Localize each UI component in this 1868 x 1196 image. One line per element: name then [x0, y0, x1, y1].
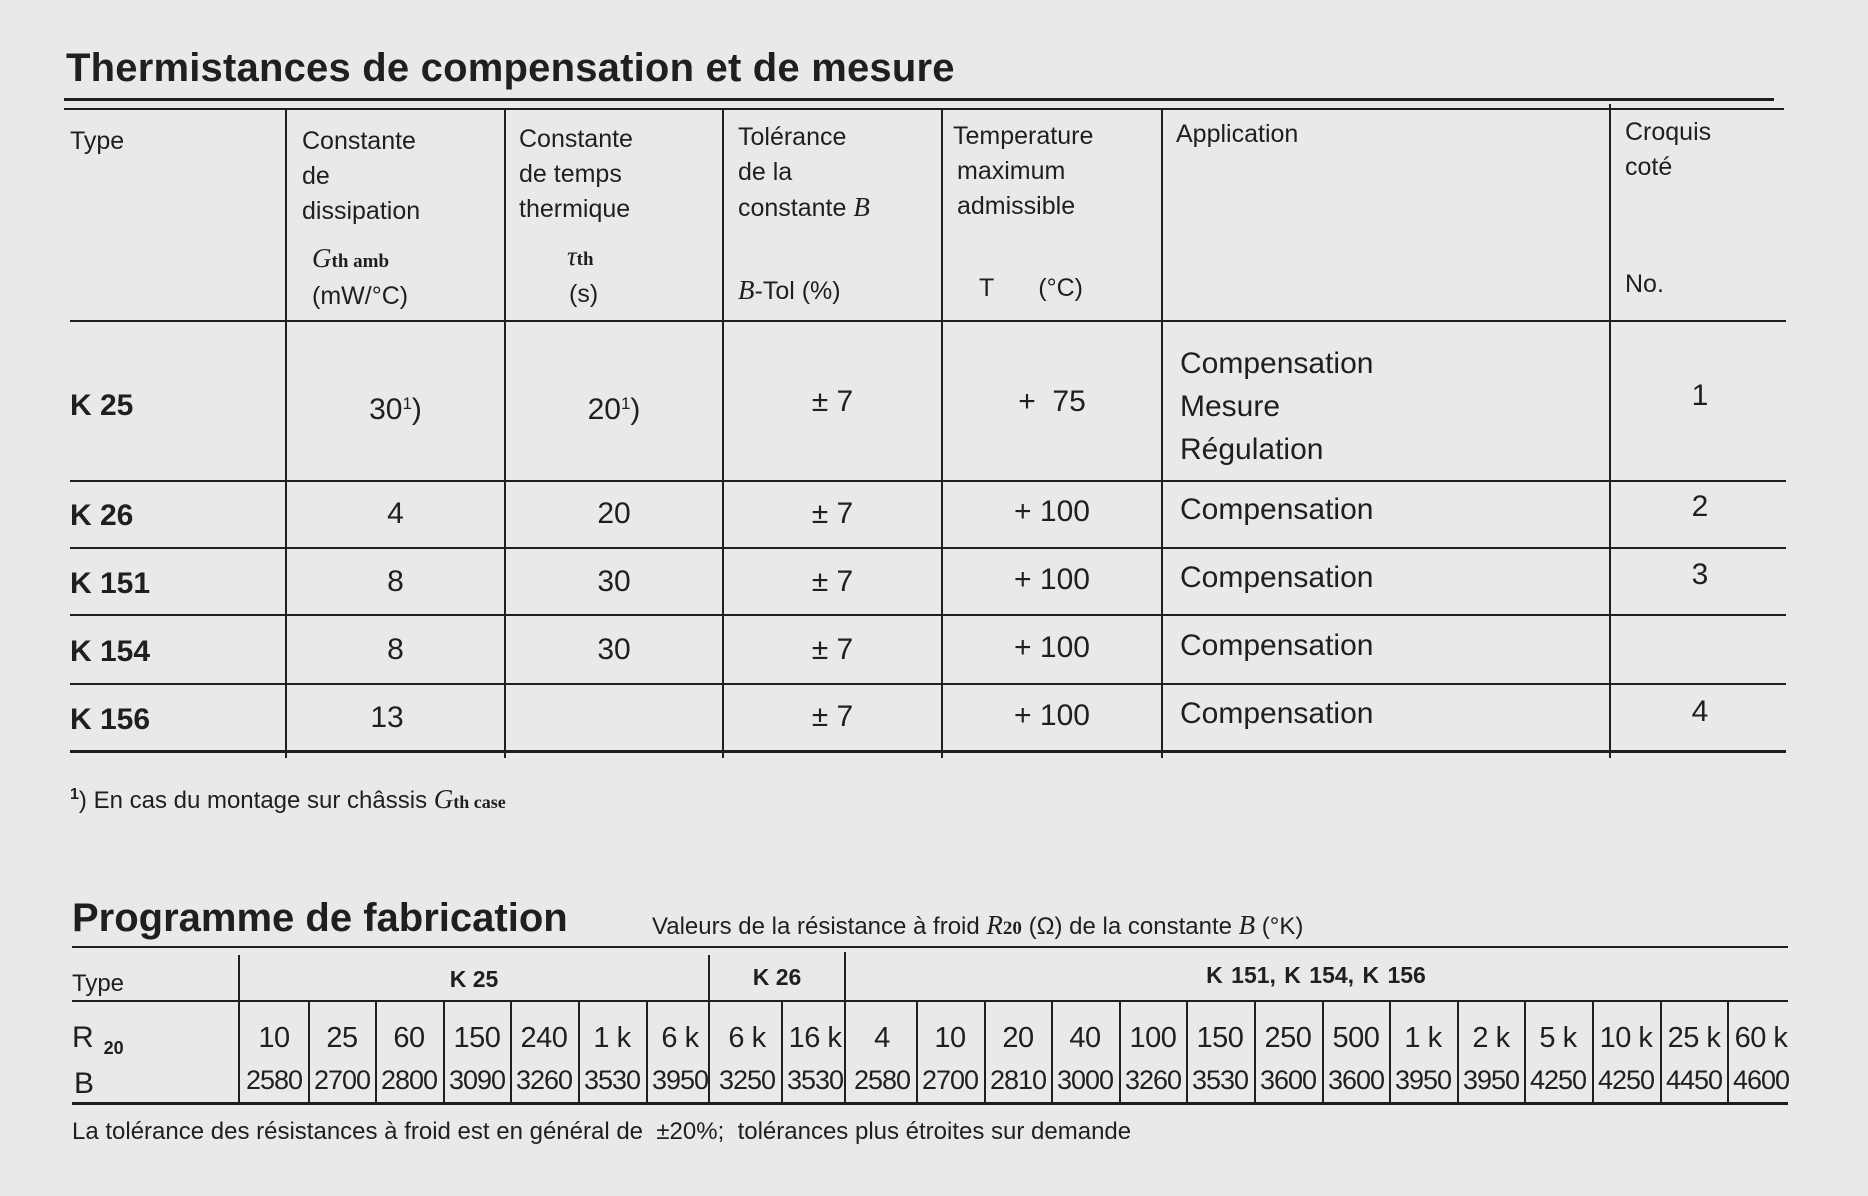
r20-value: 6 k: [661, 1022, 699, 1054]
group-header-k151-k154-k156: K 151, K 154, K 156: [1206, 962, 1426, 988]
header-temps: Constante de temps thermique τth (s): [519, 125, 633, 308]
table1-header-rule-top: [64, 108, 1784, 110]
r20-value: 240: [520, 1022, 568, 1054]
table2-title: Programme de fabrication: [72, 896, 568, 940]
table-row-type: K 156: [70, 703, 151, 736]
b-label: B: [74, 1067, 95, 1100]
r20-value: 6 k: [728, 1022, 766, 1054]
group-header-k26: K 26: [752, 964, 802, 990]
table-row-croquis: 3: [1691, 558, 1709, 591]
table-row-dissipation: 8: [387, 633, 404, 666]
tolerance-note: La tolérance des résistances à froid est en général de ±20%; tolérances plus étroites sur demande: [72, 1118, 1132, 1145]
r20-value: 4: [874, 1022, 890, 1054]
b-value: 3530: [786, 1065, 844, 1095]
table-row-temps: 20: [597, 497, 631, 530]
header-dissipation: Constante de dissipation Gth amb (mW/°C): [302, 127, 421, 310]
r20-value: 60 k: [1734, 1022, 1788, 1054]
table-row-tolerance: ± 7: [811, 497, 854, 530]
r20-value: 100: [1129, 1022, 1177, 1054]
b-value: 2580: [853, 1065, 911, 1095]
r20-value: 20: [1002, 1022, 1034, 1054]
b-value: 3600: [1327, 1065, 1385, 1095]
r20-value: 150: [453, 1022, 501, 1054]
table-row-temps: 30: [597, 565, 631, 598]
table-row-croquis: 4: [1691, 695, 1709, 728]
table-row-dissipation: 13: [370, 701, 404, 734]
r20-value: 150: [1196, 1022, 1244, 1054]
table-row-application: Compensation: [1180, 629, 1374, 662]
b-value: 2580: [245, 1065, 303, 1095]
r20-value: 2 k: [1472, 1022, 1510, 1054]
table-row-type: K 151: [70, 567, 151, 600]
row-rule-1: [70, 480, 1786, 482]
row-rule-2: [70, 547, 1786, 549]
table-row-application: Compensation: [1180, 493, 1374, 526]
table-row-dissipation: 4: [387, 497, 404, 530]
table-row-dissipation: $30^1$): [369, 393, 422, 426]
table-row-croquis: 1: [1691, 379, 1709, 412]
group-header-k25: K 25: [449, 966, 499, 992]
r20-label: R $_{20}$: [72, 1021, 124, 1058]
r20-value: 5 k: [1539, 1022, 1577, 1054]
table-row-application: Compensation: [1180, 697, 1374, 730]
table-row-application: Compensation: [1180, 561, 1374, 594]
table-row-tolerance: ± 7: [811, 633, 854, 666]
r20-value: 10: [934, 1022, 966, 1054]
b-value: 3260: [1124, 1065, 1182, 1095]
table1-footnote: $^1$) En cas du montage sur châssis Gth case: [70, 784, 506, 814]
r20-value: 10: [258, 1022, 290, 1054]
col-divider-5: [1161, 110, 1163, 758]
b-value: 2810: [989, 1065, 1047, 1095]
table2-top-rule: [72, 946, 1788, 948]
b-value: 2700: [921, 1065, 979, 1095]
header-temperature: Temperature maximum admissible T (°C): [953, 122, 1094, 302]
b-value: 3090: [448, 1065, 506, 1095]
table-row-temps: $20^1$): [587, 393, 641, 426]
b-value: 3530: [583, 1065, 641, 1095]
b-value: 4250: [1597, 1065, 1655, 1095]
table-row-temperature: + 75: [1018, 385, 1086, 418]
r20-value: 40: [1069, 1022, 1101, 1054]
table-row-temperature: + 100: [1014, 495, 1090, 528]
b-value: 3530: [1191, 1065, 1249, 1095]
header-application: Application: [1176, 120, 1299, 148]
table1-bottom-rule: [70, 750, 1786, 753]
table2-subtitle: Valeurs de la résistance à froid R20 (Ω) de la constante B (°K): [652, 910, 1304, 940]
header-tolerance: Tolérance de la constante B B-Tol (%): [738, 123, 870, 305]
b-value: 3260: [515, 1065, 573, 1095]
r20-value: 1 k: [1404, 1022, 1442, 1054]
table2-type-label: Type: [72, 970, 125, 997]
table-row-type: K 25: [70, 389, 134, 422]
r20-value: 60: [393, 1022, 425, 1054]
table-row-temps: 30: [597, 633, 631, 666]
row-rule-3: [70, 614, 1786, 616]
b-value: 3950: [1462, 1065, 1520, 1095]
table-row-type: K 26: [70, 499, 134, 532]
table-row-temperature: + 100: [1014, 699, 1090, 732]
b-value: 3950: [651, 1065, 709, 1095]
r20-value: 500: [1332, 1022, 1380, 1054]
table2-bottom-rule: [72, 1102, 1788, 1105]
r20-value: 10 k: [1599, 1022, 1653, 1054]
row-rule-4: [70, 683, 1786, 685]
r20-value: 25 k: [1667, 1022, 1721, 1054]
b-value: 3600: [1259, 1065, 1317, 1095]
table-row-temperature: + 100: [1014, 563, 1090, 596]
table1-header-bottom-rule: [70, 320, 1786, 322]
b-value: 2800: [380, 1065, 438, 1095]
r20-value: 16 k: [788, 1022, 842, 1054]
table-row-croquis: 2: [1691, 490, 1709, 523]
b-value: 3950: [1394, 1065, 1452, 1095]
table-row-dissipation: 8: [387, 565, 404, 598]
table1-top-rule: [64, 98, 1774, 101]
r20-value: 25: [326, 1022, 358, 1054]
table-row-type: K 154: [70, 635, 151, 668]
r20-value: 250: [1264, 1022, 1312, 1054]
table-row-temperature: + 100: [1014, 631, 1090, 664]
b-value: 3000: [1056, 1065, 1114, 1095]
table-row-tolerance: ± 7: [811, 565, 854, 598]
r20-value: 1 k: [593, 1022, 631, 1054]
table-row-tolerance: ± 7: [811, 700, 854, 733]
col-divider-6: [1609, 104, 1611, 758]
header-type: Type: [70, 127, 125, 155]
table-row-application: Compensation Mesure Régulation: [1180, 347, 1374, 466]
b-value: 4450: [1665, 1065, 1723, 1095]
table2-group-rule: [72, 1000, 1788, 1002]
b-value: 4250: [1529, 1065, 1587, 1095]
b-value: 2700: [313, 1065, 371, 1095]
table1-title: Thermistances de compensation et de mesure: [66, 46, 955, 90]
b-value: 4600: [1732, 1065, 1790, 1095]
header-croquis: Croquis coté No.: [1625, 118, 1712, 298]
table-row-tolerance: ± 7: [811, 385, 854, 418]
b-value: 3250: [718, 1065, 776, 1095]
